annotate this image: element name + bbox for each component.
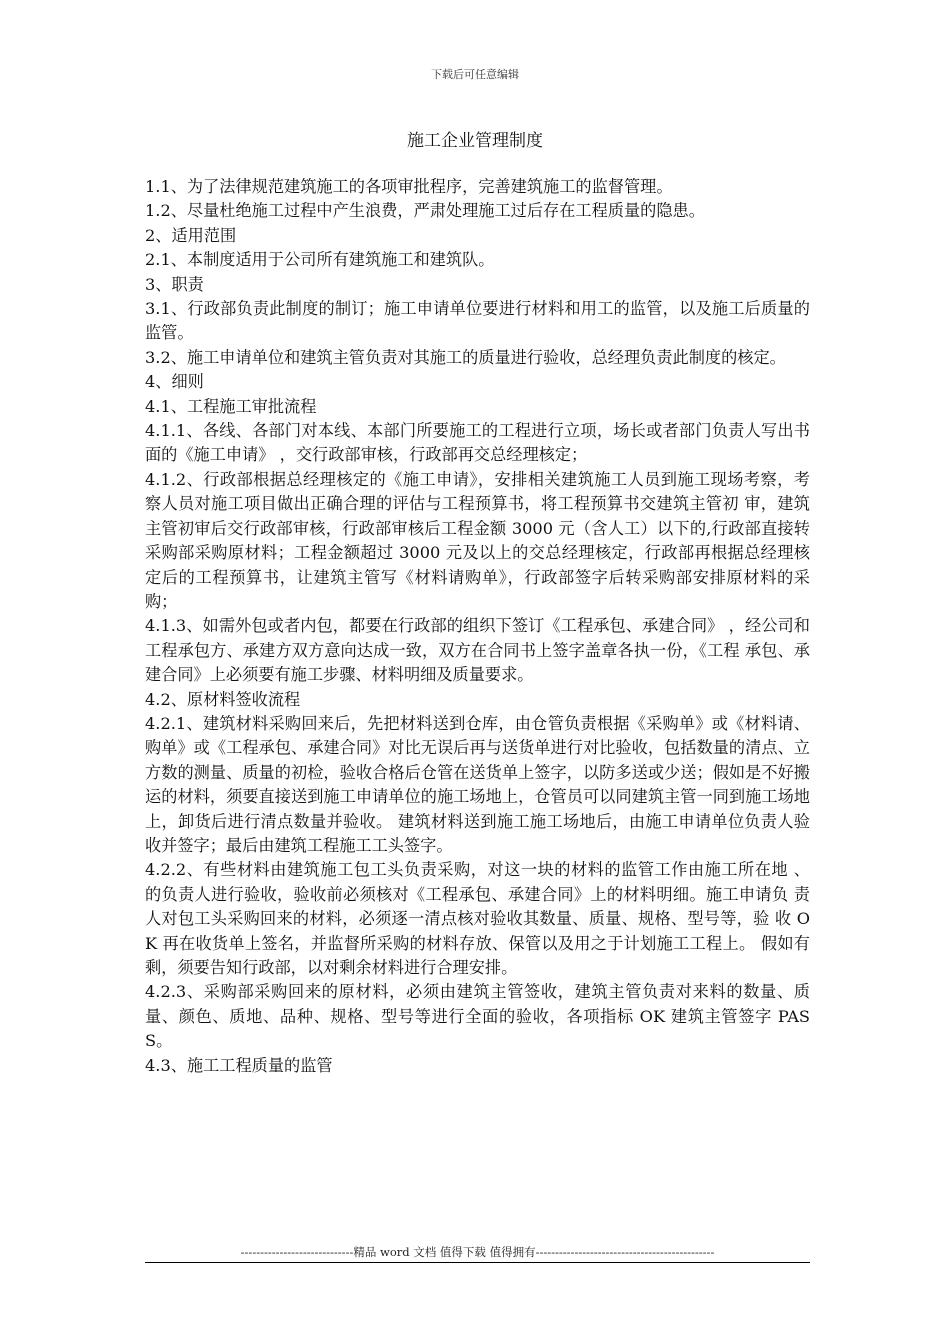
document-title: 施工企业管理制度 [407,131,543,151]
paragraph-4-2-2: 4.2.2、有些材料由建筑施工包工头负责采购，对这一块的材料的监管工作由施工所在地 、 的负责人进行验收，验收前必须核对《工程承包、承建合同》上的材料明细。施工申请负 责人对包工头采购回来的材料，必须逐一清点核对验收其数量、质量、规格、型号等，验 收 OK 再在收货单上签名，并监督所采购的材料存放、保管以及用之于计划施工工程上。 假如有剩，须要告知行政部，以对剩余材料进行合理安排。 [145,860,810,977]
subsection-heading-4-1: 4.1、工程施工审批流程 [145,396,317,416]
page-footer: -----------------------------精品 word 文档 值得下载 值得拥有---------------------------------------------- [145,1244,810,1263]
paragraph-4-1-1: 4.1.1、各线、各部门对本线、本部门所要施工的工程进行立项，场长或者部门负责人写出书面的《施工申请》 ，交行政部审核，行政部再交总经理核定； [145,421,810,465]
paragraph-1-2: 1.2、尽量杜绝施工过程中产生浪费，严肃处理施工过后存在工程质量的隐患。 [145,201,705,221]
paragraph-3-1: 3.1、行政部负责此制度的制订；施工申请单位要进行材料和用工的监管，以及施工后质量的监管。 [145,299,810,343]
subsection-heading-4-3: 4.3、施工工程质量的监管 [145,1055,333,1075]
section-heading-details: 4、细则 [145,372,204,392]
paragraph-1-1: 1.1、为了法律规范建筑施工的各项审批程序，完善建筑施工的监督管理。 [145,177,673,196]
paragraph-2-1: 2.1、本制度适用于公司所有建筑施工和建筑队。 [145,250,495,270]
paragraph-4-1-2: 4.1.2、行政部根据总经理核定的《施工申请》，安排相关建筑施工人员到施工现场考察，考 察人员对施工项目做出正确合理的评估与工程预算书，将工程预算书交建筑主管初 审，建筑主管初审后交行政部审核，行政部审核后工程金额 3000 元（含人工）以下的,行政部直接转采购部采购原材料；工程金额超过 3000 元及以上的交总经理核定，行政部再根据总经理核定后的工程预算书，让建筑主管写《材料请购单》，行政部签字后转采购部安排原材料的采购； [145,469,810,611]
document-body [145,175,810,1078]
section-heading-duties: 3、职责 [145,274,204,294]
paragraph-4-2-1: 4.2.1、建筑材料采购回来后，先把材料送到仓库，由仓管负责根据《采购单》或《材料请、购单》或《工程承包、承建合同》对比无误后再与送货单进行对比验收，包括数量的清点、立方数的测量、质量的初检，验收合格后仓管在送货单上签字，以防多送或少送；假如是不好搬运的材料，须要直接送到施工申请单位的施工场地上，仓管员可以同建筑主管一同到施工场地上，卸货后进行清点数量并验收。 建筑材料送到施工施工场地后，由施工申请单位负责人验收并签字；最后由建筑工程施工工头签字。 [145,713,810,855]
paragraph-4-2-3: 4.2.3、采购部采购回来的原材料，必须由建筑主管签收，建筑主管负责对来料的数量、质 量、颜色、质地、品种、规格、型号等进行全面的验收，各项指标 OK 建筑主管签字 PASS。 [145,982,810,1051]
section-heading-scope: 2、适用范围 [145,225,237,245]
page-header-note: 下载后可任意编辑 [431,68,519,81]
subsection-heading-4-2: 4.2、原材料签收流程 [145,689,301,709]
paragraph-3-2: 3.2、施工申请单位和建筑主管负责对其施工的质量进行验收，总经理负责此制度的核定。 [145,347,786,367]
paragraph-4-1-3: 4.1.3、如需外包或者内包，都要在行政部的组织下签订《工程承包、承建合同》 ，经公司和工程承包方、承建方双方意向达成一致，双方在合同书上签字盖章各执一份，《工程 承包、承建合同》上必须要有施工步骤、材料明细及质量要求。 [145,616,810,685]
